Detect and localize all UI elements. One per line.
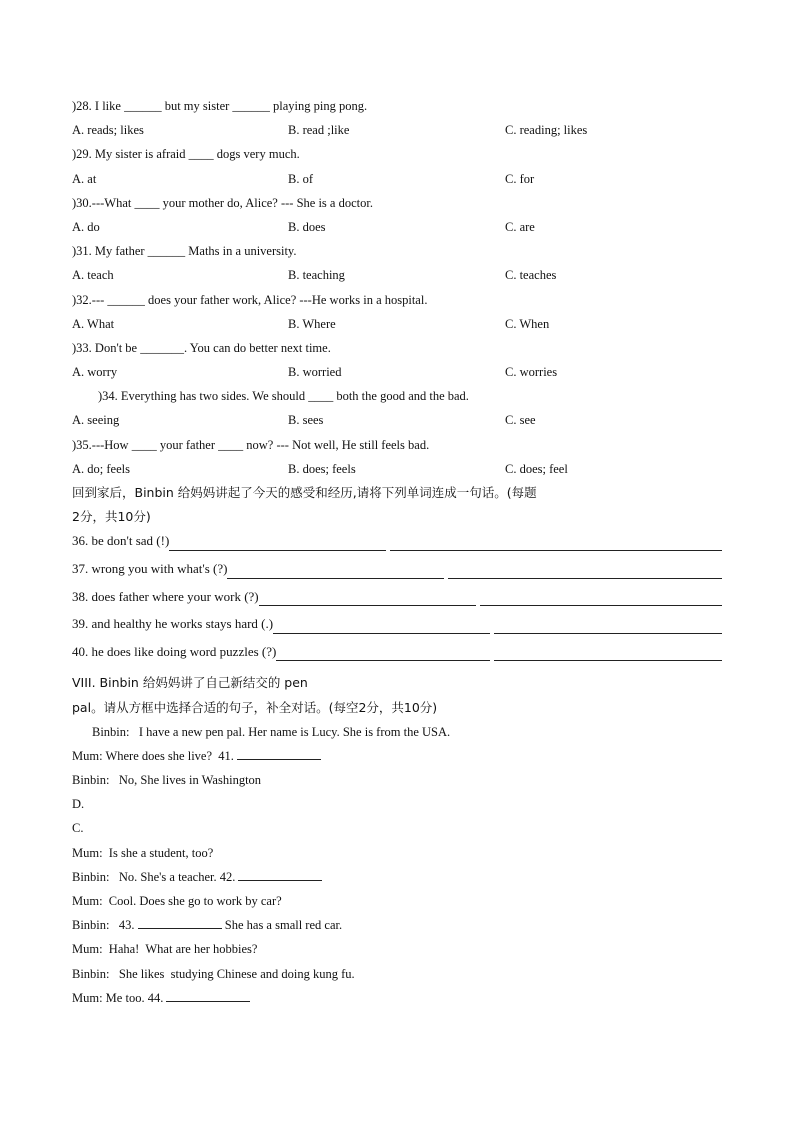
option-a[interactable]: A. What <box>72 316 115 331</box>
dialogue-text: D. <box>72 797 85 812</box>
dialogue-text: Mum: Haha! What are her hobbies? <box>72 942 258 957</box>
dialogue-line <box>72 986 722 1010</box>
option-a[interactable]: A. do; feels <box>72 461 130 476</box>
question-options <box>72 167 722 191</box>
question-options <box>72 408 722 432</box>
sentence-words: 40. he does like doing word puzzles (?) <box>72 643 277 659</box>
dialogue-text: Mum: Where does she live? 41. <box>72 748 238 763</box>
sentence-words: 37. wrong you with what's (?) <box>72 560 228 576</box>
sentence-words: 39. and healthy he works stays hard (.) <box>72 616 274 632</box>
question-stem: )31. My father ______ Maths in a university. <box>72 244 297 259</box>
option-a[interactable]: A. do <box>72 219 100 234</box>
answer-blank[interactable] <box>494 659 722 661</box>
option-a[interactable]: A. teach <box>72 268 114 283</box>
option-b[interactable]: B. worried <box>288 365 342 380</box>
question-stem: )29. My sister is afraid ____ dogs very much. <box>72 147 300 162</box>
dialogue-line <box>72 720 722 744</box>
dialogue-blank[interactable] <box>237 747 321 760</box>
dialogue-line <box>72 913 722 937</box>
dialogue-text: C. <box>72 821 84 836</box>
section8-heading-line2: pal。请从方框中选择合适的句子，补全对话。(每空2分，共10分) <box>72 699 438 715</box>
option-c[interactable]: C. does; feel <box>505 461 568 476</box>
option-b[interactable]: B. teaching <box>288 268 345 283</box>
option-b[interactable]: B. of <box>288 171 313 186</box>
answer-blank[interactable] <box>276 659 490 661</box>
dialogue-text: Mum: Cool. Does she go to work by car? <box>72 894 282 909</box>
dialogue-line <box>72 816 722 840</box>
dialogue-line <box>72 792 722 816</box>
option-b[interactable]: B. Where <box>288 316 336 331</box>
dialogue-text: Mum: Is she a student, too? <box>72 845 214 860</box>
question-options <box>72 263 722 287</box>
option-c[interactable]: C. teaches <box>505 268 557 283</box>
option-b[interactable]: B. does; feels <box>288 461 356 476</box>
option-a[interactable]: A. seeing <box>72 413 120 428</box>
question-stem: )35.---How ____ your father ____ now? --- Not well, He still feels bad. <box>72 437 430 452</box>
option-c[interactable]: C. for <box>505 171 535 186</box>
question-stem: )34. Everything has two sides. We should ____ both the good and the bad. <box>98 389 469 404</box>
question-options <box>72 215 722 239</box>
sentence-item <box>72 642 722 670</box>
dialogue-line <box>72 841 722 865</box>
question-options <box>72 360 722 384</box>
option-c[interactable]: C. reading; likes <box>505 123 588 138</box>
question-stem: )30.---What ____ your mother do, Alice? --- She is a doctor. <box>72 195 373 210</box>
option-a[interactable]: A. at <box>72 171 97 186</box>
answer-blank[interactable] <box>259 604 476 606</box>
dialogue-text: Binbin: I have a new pen pal. Her name is Lucy. She is from the USA. <box>92 724 451 739</box>
option-a[interactable]: A. worry <box>72 365 118 380</box>
dialogue-text: Binbin: No, She lives in Washington <box>72 773 262 788</box>
answer-blank[interactable] <box>494 632 722 634</box>
sentence-building-section <box>72 531 722 669</box>
multiple-choice-section <box>72 94 722 481</box>
answer-blank[interactable] <box>448 577 722 579</box>
question-options <box>72 312 722 336</box>
dialogue-line <box>72 937 722 961</box>
answer-blank[interactable] <box>390 549 722 551</box>
question-options <box>72 457 722 481</box>
option-c[interactable]: C. worries <box>505 365 558 380</box>
option-b[interactable]: B. sees <box>288 413 324 428</box>
dialogue-blank[interactable] <box>238 868 322 881</box>
answer-blank[interactable] <box>227 577 444 579</box>
sentence-words: 38. does father where your work (?) <box>72 588 259 604</box>
dialogue-line <box>72 962 722 986</box>
dialogue-text: Mum: Me too. 44. <box>72 990 167 1005</box>
dialogue-line <box>72 889 722 913</box>
dialogue-text-after: She has a small red car. <box>221 918 343 933</box>
dialogue-line <box>72 744 722 768</box>
section7-instruction-line1: 回到家后，Binbin 给妈妈讲起了今天的感受和经历,请将下列单词连成一句话。(每题 <box>72 485 537 500</box>
question-options <box>72 118 722 142</box>
dialogue-text: Binbin: 43. <box>72 918 138 933</box>
option-b[interactable]: B. does <box>288 219 326 234</box>
worksheet-page <box>72 94 722 1010</box>
question-stem: )33. Don't be _______. You can do better next time. <box>72 340 331 355</box>
dialogue-line <box>72 865 722 889</box>
dialogue-blank[interactable] <box>166 989 250 1002</box>
section7-instruction-line2: 2分，共10分) <box>72 509 151 525</box>
option-c[interactable]: C. are <box>505 219 535 234</box>
dialogue-line <box>72 768 722 792</box>
answer-blank[interactable] <box>273 632 490 634</box>
dialogue-text: Binbin: She likes studying Chinese and doing kung fu. <box>72 966 355 981</box>
answer-blank[interactable] <box>480 604 722 606</box>
dialogue-text: Binbin: No. She's a teacher. 42. <box>72 869 239 884</box>
question-stem: )32.--- ______ does your father work, Alice? ---He works in a hospital. <box>72 292 428 307</box>
option-c[interactable]: C. see <box>505 413 536 428</box>
dialogue-blank[interactable] <box>138 916 222 929</box>
section8-heading-line1: VIII. Binbin 给妈妈讲了自己新结交的 pen <box>72 675 308 691</box>
question-stem: )28. I like ______ but my sister ______ playing ping pong. <box>72 99 368 113</box>
option-c[interactable]: C. When <box>505 316 550 331</box>
answer-blank[interactable] <box>169 549 386 551</box>
option-a[interactable]: A. reads; likes <box>72 123 144 138</box>
dialogue-section <box>72 720 722 1010</box>
sentence-words: 36. be don't sad (!) <box>72 533 170 549</box>
option-b[interactable]: B. read ;like <box>288 123 350 138</box>
